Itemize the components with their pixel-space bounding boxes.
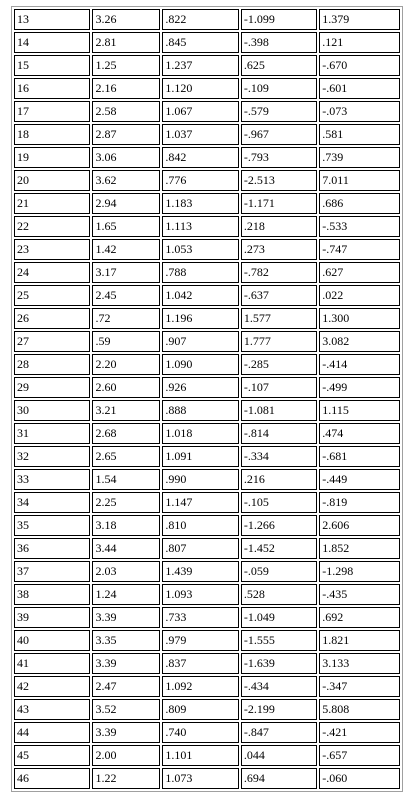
value-cell-2: 1.067 [162,101,238,122]
row-id-cell: 24 [14,262,90,283]
value-cell-2: 1.120 [162,78,238,99]
value-cell-2: 1.073 [162,768,238,789]
value-cell-4: -.414 [319,354,400,375]
value-cell-2: .907 [162,331,238,352]
value-cell-1: 3.52 [92,699,160,720]
value-cell-2: .822 [162,9,238,30]
value-cell-2: .740 [162,722,238,743]
value-cell-4: .581 [319,124,400,145]
value-cell-4: 7.011 [319,170,400,191]
table-row [14,745,400,766]
value-cell-3: -.434 [241,676,317,697]
value-cell-4: .692 [319,607,400,628]
value-cell-4: .121 [319,32,400,53]
value-cell-1: 2.58 [92,101,160,122]
value-cell-3: -.285 [241,354,317,375]
value-cell-3: .044 [241,745,317,766]
row-id-cell: 21 [14,193,90,214]
value-cell-3: .694 [241,768,317,789]
row-id-cell: 37 [14,561,90,582]
row-id-cell: 46 [14,768,90,789]
row-id-cell: 34 [14,492,90,513]
value-cell-1: 3.18 [92,515,160,536]
value-cell-4: .739 [319,147,400,168]
table-row [14,216,400,237]
table-row [14,492,400,513]
row-id-cell: 45 [14,745,90,766]
value-cell-2: 1.147 [162,492,238,513]
table-row [14,308,400,329]
value-cell-4: .022 [319,285,400,306]
value-cell-3: .216 [241,469,317,490]
value-cell-2: .776 [162,170,238,191]
value-cell-1: 2.68 [92,423,160,444]
value-cell-3: -1.171 [241,193,317,214]
value-cell-3: -.579 [241,101,317,122]
value-cell-4: -.819 [319,492,400,513]
value-cell-4: -.435 [319,584,400,605]
value-cell-1: 2.00 [92,745,160,766]
value-cell-3: -1.555 [241,630,317,651]
row-id-cell: 31 [14,423,90,444]
row-id-cell: 19 [14,147,90,168]
value-cell-2: 1.237 [162,55,238,76]
table-row [14,699,400,720]
value-cell-3: -.334 [241,446,317,467]
value-cell-3: -.782 [241,262,317,283]
table-row [14,630,400,651]
value-cell-1: 3.44 [92,538,160,559]
value-cell-2: 1.091 [162,446,238,467]
value-cell-4: 1.115 [319,400,400,421]
table-row [14,653,400,674]
value-cell-4: -1.298 [319,561,400,582]
value-cell-2: 1.037 [162,124,238,145]
value-cell-3: .528 [241,584,317,605]
table-row [14,78,400,99]
value-cell-3: -.107 [241,377,317,398]
value-cell-4: 5.808 [319,699,400,720]
value-cell-1: 2.81 [92,32,160,53]
row-id-cell: 35 [14,515,90,536]
table-row [14,538,400,559]
table-row [14,9,400,30]
value-cell-4: -.073 [319,101,400,122]
row-id-cell: 23 [14,239,90,260]
value-cell-1: 2.45 [92,285,160,306]
value-cell-1: .59 [92,331,160,352]
value-cell-1: 1.65 [92,216,160,237]
value-cell-3: -1.099 [241,9,317,30]
value-cell-3: 1.577 [241,308,317,329]
value-cell-1: 2.20 [92,354,160,375]
value-cell-2: .842 [162,147,238,168]
value-cell-3: -1.266 [241,515,317,536]
value-cell-2: .990 [162,469,238,490]
value-cell-3: -1.452 [241,538,317,559]
value-cell-2: .733 [162,607,238,628]
table-row [14,285,400,306]
row-id-cell: 41 [14,653,90,674]
value-cell-3: -.105 [241,492,317,513]
value-cell-3: -.814 [241,423,317,444]
table-row [14,607,400,628]
row-id-cell: 29 [14,377,90,398]
row-id-cell: 40 [14,630,90,651]
value-cell-2: .837 [162,653,238,674]
value-cell-4: -.533 [319,216,400,237]
value-cell-1: 1.22 [92,768,160,789]
table-row [14,101,400,122]
table-row [14,55,400,76]
row-id-cell: 25 [14,285,90,306]
table-row [14,561,400,582]
value-cell-1: 2.16 [92,78,160,99]
value-cell-3: -2.199 [241,699,317,720]
row-id-cell: 39 [14,607,90,628]
table-row [14,193,400,214]
value-cell-4: -.681 [319,446,400,467]
value-cell-3: -.793 [241,147,317,168]
value-cell-1: 3.06 [92,147,160,168]
value-cell-3: -1.049 [241,607,317,628]
table-row [14,515,400,536]
value-cell-3: .625 [241,55,317,76]
value-cell-3: -.398 [241,32,317,53]
value-cell-2: .979 [162,630,238,651]
value-cell-3: 1.777 [241,331,317,352]
value-cell-4: 3.133 [319,653,400,674]
table-row [14,446,400,467]
value-cell-1: 2.25 [92,492,160,513]
table-row [14,262,400,283]
value-cell-1: 3.62 [92,170,160,191]
value-cell-4: .686 [319,193,400,214]
value-cell-4: .474 [319,423,400,444]
value-cell-2: .810 [162,515,238,536]
value-cell-1: 2.03 [92,561,160,582]
value-cell-1: 2.47 [92,676,160,697]
row-id-cell: 20 [14,170,90,191]
row-id-cell: 28 [14,354,90,375]
row-id-cell: 43 [14,699,90,720]
data-table [11,6,403,792]
value-cell-4: -.449 [319,469,400,490]
value-cell-1: 2.65 [92,446,160,467]
value-cell-4: 2.606 [319,515,400,536]
value-cell-2: 1.093 [162,584,238,605]
value-cell-2: .807 [162,538,238,559]
table-row [14,331,400,352]
row-id-cell: 44 [14,722,90,743]
row-id-cell: 16 [14,78,90,99]
value-cell-3: -1.081 [241,400,317,421]
value-cell-2: .788 [162,262,238,283]
value-cell-3: -.109 [241,78,317,99]
row-id-cell: 15 [14,55,90,76]
value-cell-3: -2.513 [241,170,317,191]
value-cell-1: 2.94 [92,193,160,214]
value-cell-3: -.059 [241,561,317,582]
value-cell-3: .218 [241,216,317,237]
value-cell-4: 1.300 [319,308,400,329]
value-cell-4: -.747 [319,239,400,260]
row-id-cell: 30 [14,400,90,421]
table-row [14,676,400,697]
row-id-cell: 22 [14,216,90,237]
table-row [14,400,400,421]
row-id-cell: 33 [14,469,90,490]
value-cell-2: 1.196 [162,308,238,329]
table-row [14,170,400,191]
value-cell-2: .809 [162,699,238,720]
value-cell-1: 1.25 [92,55,160,76]
table-body [14,9,400,789]
row-id-cell: 38 [14,584,90,605]
table-row [14,32,400,53]
value-cell-1: 2.60 [92,377,160,398]
table-row [14,722,400,743]
value-cell-1: 3.21 [92,400,160,421]
value-cell-2: .926 [162,377,238,398]
value-cell-2: .888 [162,400,238,421]
value-cell-3: .273 [241,239,317,260]
row-id-cell: 13 [14,9,90,30]
value-cell-4: -.060 [319,768,400,789]
value-cell-1: 3.39 [92,722,160,743]
table-row [14,423,400,444]
table-row [14,147,400,168]
value-cell-2: 1.113 [162,216,238,237]
row-id-cell: 42 [14,676,90,697]
value-cell-2: 1.053 [162,239,238,260]
row-id-cell: 32 [14,446,90,467]
row-id-cell: 17 [14,101,90,122]
value-cell-2: 1.439 [162,561,238,582]
table-row [14,469,400,490]
value-cell-4: .627 [319,262,400,283]
value-cell-1: 3.39 [92,653,160,674]
value-cell-4: -.657 [319,745,400,766]
table-row [14,584,400,605]
value-cell-4: 1.379 [319,9,400,30]
value-cell-2: .845 [162,32,238,53]
value-cell-4: -.499 [319,377,400,398]
value-cell-2: 1.183 [162,193,238,214]
value-cell-1: 1.24 [92,584,160,605]
value-cell-1: .72 [92,308,160,329]
value-cell-1: 3.39 [92,607,160,628]
value-cell-3: -.637 [241,285,317,306]
value-cell-4: -.670 [319,55,400,76]
value-cell-2: 1.092 [162,676,238,697]
row-id-cell: 18 [14,124,90,145]
row-id-cell: 14 [14,32,90,53]
value-cell-4: -.347 [319,676,400,697]
table-row [14,239,400,260]
value-cell-4: 3.082 [319,331,400,352]
value-cell-2: 1.101 [162,745,238,766]
value-cell-2: 1.090 [162,354,238,375]
value-cell-1: 2.87 [92,124,160,145]
value-cell-1: 3.17 [92,262,160,283]
row-id-cell: 26 [14,308,90,329]
value-cell-2: 1.042 [162,285,238,306]
table-row [14,124,400,145]
value-cell-1: 1.42 [92,239,160,260]
value-cell-1: 3.26 [92,9,160,30]
value-cell-4: -.601 [319,78,400,99]
value-cell-4: 1.852 [319,538,400,559]
table-row [14,768,400,789]
value-cell-3: -.967 [241,124,317,145]
table-row [14,354,400,375]
value-cell-1: 3.35 [92,630,160,651]
value-cell-3: -1.639 [241,653,317,674]
value-cell-3: -.847 [241,722,317,743]
row-id-cell: 27 [14,331,90,352]
value-cell-2: 1.018 [162,423,238,444]
table-row [14,377,400,398]
value-cell-4: 1.821 [319,630,400,651]
value-cell-1: 1.54 [92,469,160,490]
row-id-cell: 36 [14,538,90,559]
value-cell-4: -.421 [319,722,400,743]
